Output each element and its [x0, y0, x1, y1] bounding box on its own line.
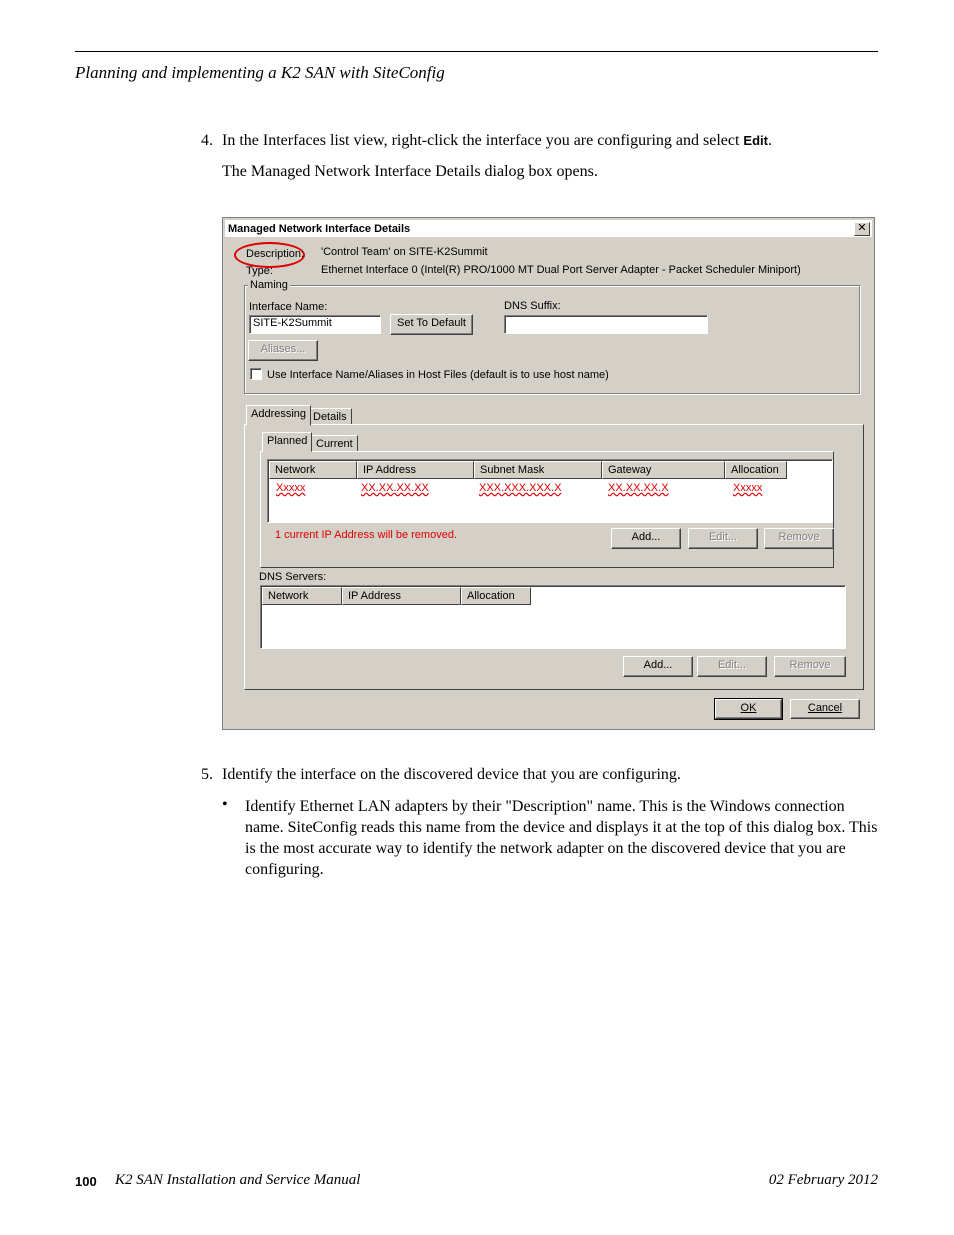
step-4-number: 4.: [201, 132, 213, 149]
ip-add-button[interactable]: Add...: [611, 528, 681, 549]
tab-planned[interactable]: Planned: [262, 432, 312, 452]
interface-name-label: Interface Name:: [249, 301, 328, 313]
dialog-title: Managed Network Interface Details: [228, 223, 411, 235]
column-network[interactable]: Network: [269, 461, 357, 479]
use-interface-label: Use Interface Name/Aliases in Host Files (default is to use host name): [267, 369, 609, 381]
bullet-text: Identify Ethernet LAN adapters by their "Description" name. This is the Windows connection name. SiteConfig reads this name from the device and displays it at the top of this dialog box. This is the most accurate way to identify the network adapter on the discovered device that you are configuring.: [245, 798, 878, 878]
cell-ip-address: XX.XX.XX.XX: [361, 482, 429, 494]
tab-details[interactable]: Details: [308, 408, 352, 425]
dialog-screenshot: [222, 217, 875, 730]
step-4-instruction: In the Interfaces list view, right-click the interface you are configuring and select: [222, 132, 740, 149]
dns-edit-button[interactable]: Edit...: [697, 656, 767, 677]
edit-command: Edit: [743, 133, 768, 148]
ok-button[interactable]: OK: [715, 699, 782, 719]
header-rule: [75, 51, 878, 52]
removal-warning: 1 current IP Address will be removed.: [275, 529, 457, 541]
tab-current[interactable]: Current: [311, 435, 358, 452]
interface-name-field[interactable]: SITE-K2Summit: [249, 315, 381, 334]
tab-addressing[interactable]: Addressing: [246, 405, 311, 426]
step-4-note: The Managed Network Interface Details dialog box opens.: [222, 163, 598, 180]
ip-address-list[interactable]: [267, 459, 833, 523]
description-label: Description:: [246, 248, 305, 260]
bullet-dot: •: [222, 796, 228, 813]
dns-servers-label: DNS Servers:: [259, 571, 327, 583]
close-button[interactable]: ✕: [854, 222, 870, 236]
step-4-text: [222, 130, 882, 151]
cell-subnet-mask: XXX.XXX.XXX.X: [479, 482, 562, 494]
dns-suffix-field[interactable]: [504, 315, 708, 334]
manual-title: K2 SAN Installation and Service Manual: [115, 1172, 361, 1188]
column-subnet-mask[interactable]: Subnet Mask: [474, 461, 602, 479]
page-number: 100: [75, 1174, 97, 1189]
step-5-number: 5.: [201, 766, 213, 783]
dns-remove-button[interactable]: Remove: [774, 656, 846, 677]
column-ip-address[interactable]: IP Address: [357, 461, 474, 479]
cell-gateway: XX.XX.XX.X: [608, 482, 669, 494]
footer-date: 02 February 2012: [768, 1172, 878, 1188]
dns-column-ip-address[interactable]: IP Address: [342, 587, 461, 605]
aliases-button[interactable]: Aliases...: [248, 340, 318, 361]
dns-suffix-label: DNS Suffix:: [504, 300, 561, 312]
cancel-button[interactable]: Cancel: [790, 699, 860, 719]
naming-legend: Naming: [250, 279, 288, 291]
cell-network: Xxxxx: [276, 482, 306, 494]
dns-column-allocation[interactable]: Allocation: [461, 587, 531, 605]
ip-edit-button[interactable]: Edit...: [688, 528, 758, 549]
table-row[interactable]: [268, 482, 832, 500]
dialog-titlebar: [225, 220, 872, 238]
description-value: 'Control Team' on SITE-K2Summit: [321, 246, 488, 258]
dns-add-button[interactable]: Add...: [623, 656, 693, 677]
dns-servers-list[interactable]: [260, 585, 846, 649]
cell-allocation: Xxxxx: [733, 482, 763, 494]
dns-column-network[interactable]: Network: [262, 587, 342, 605]
step-4-period: .: [767, 132, 772, 149]
ip-remove-button[interactable]: Remove: [764, 528, 834, 549]
step-5-text: Identify the interface on the discovered device that you are configuring.: [222, 766, 681, 783]
type-value: Ethernet Interface 0 (Intel(R) PRO/1000 MT Dual Port Server Adapter - Packet Scheduler Miniport): [321, 264, 801, 276]
set-to-default-button[interactable]: Set To Default: [390, 314, 473, 335]
running-header: Planning and implementing a K2 SAN with SiteConfig: [75, 63, 445, 82]
column-gateway[interactable]: Gateway: [602, 461, 725, 479]
use-interface-checkbox[interactable]: [250, 368, 262, 380]
column-allocation[interactable]: Allocation: [725, 461, 787, 479]
type-label: Type:: [246, 265, 273, 277]
